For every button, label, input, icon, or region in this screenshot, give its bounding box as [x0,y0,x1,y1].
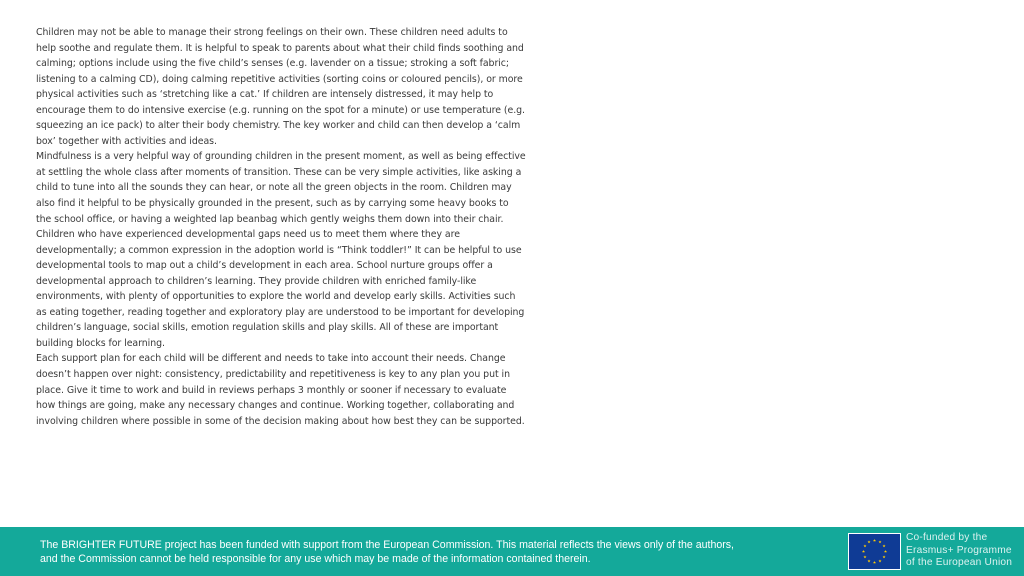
eu-star-icon [883,555,886,558]
eu-star-icon [878,559,881,562]
eu-label-line-3: of the European Union [906,557,1013,569]
eu-star-icon [867,559,870,562]
paragraph-mindfulness: Mindfulness is a very helpful way of grounding children in the present moment, as well as being effective at settling the whole class after moments of transition. These can be very simple activities, like asking a child to tune into all the sounds they can hear, or note all the green objects in the room. Children may also find it helpful to be physically grounded in the present, such as by carrying some heavy books to the school office, or having a weighted lap beanbag which gently weighs them down into their chair. [36,151,526,225]
paragraph-developmental-gaps: Children who have experienced developmental gaps need us to meet them where they are developmentally; a common expression in the adoption world is “Think toddler!” It can be helpful to use developmental tools to map out a child’s development in each area. School nurture groups offer a developmental approach to children’s learning. They provide children with enriched family-like environments, with plenty of opportunities to explore the world and develop early skills. Activities such as eating together, reading together and exploratory play are understood to be important for developing children’s language, social skills, emotion regulation skills and play skills. All of these are important building blocks for learning. [36,229,525,349]
eu-star-icon [873,561,876,564]
eu-star-icon [873,539,876,542]
eu-label-line-2: Erasmus+ Programme [906,544,1012,556]
eu-stars [849,534,900,569]
eu-flag-icon [848,533,901,570]
eu-star-icon [867,540,870,543]
paragraph-calming: Children may not be able to manage their strong feelings on their own. These children need adults to help soothe and regulate them. It is helpful to speak to parents about what their child finds soothing and calming; options include using the five child’s senses (e.g. lavender on a tissue; stroking a soft fabric; listening to a calming CD), doing calming repetitive activities (sorting coins or coloured pencils), or more physical activities such as ‘stretching like a cat.’ If children are intensely distressed, it may help to encourage them to do intensive exercise (e.g. running on the spot for a minute) or use temperature (e.g. squeezing an ice pack) to alter their body chemistry. The key worker and child can then develop a ‘calm box’ together with activities and ideas. [36,27,525,147]
body-text [36,25,526,429]
erasmus-label [906,532,1012,570]
eu-star-icon [862,550,865,553]
funding-disclaimer [40,539,800,566]
disclaimer-line-1: The BRIGHTER FUTURE project has been funded with support from the European Commission. This material reflects the views only of the authors, [40,539,734,551]
eu-label-line-1: Co-funded by the [906,532,988,543]
eu-star-icon [883,544,886,547]
footer-bar [0,527,1024,576]
eu-star-icon [878,540,881,543]
disclaimer-line-2: and the Commission cannot be held responsible for any use which may be made of the information contained therein. [40,552,591,565]
eu-star-icon [863,555,866,558]
paragraph-support-plan: Each support plan for each child will be different and needs to take into account their needs. Change doesn’t happen over night: consistency, predictability and repetitiveness is key to any plan you put in place. Give it time to work and build in reviews perhaps 3 monthly or sooner if necessary to evaluate how things are going, make any necessary changes and continue. Working together, collaborating and involving children where possible in some of the decision making about how best they can be supported. [36,353,525,427]
eu-star-icon [884,550,887,553]
eu-star-icon [863,544,866,547]
